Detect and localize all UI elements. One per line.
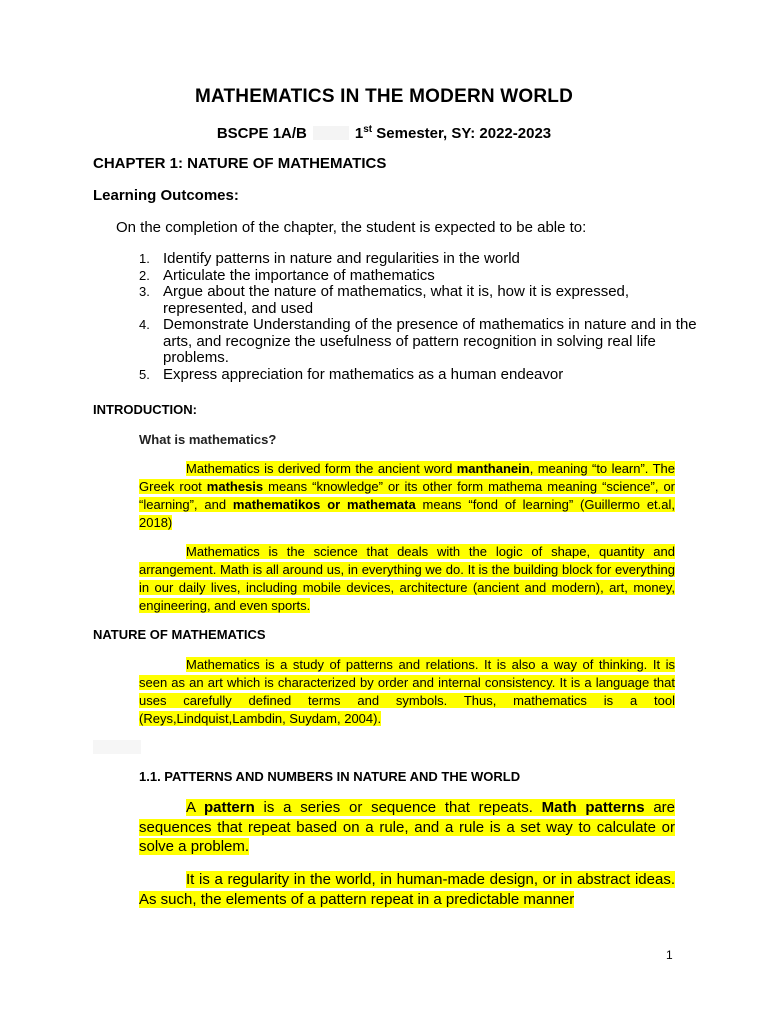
list-item xyxy=(137,367,697,384)
list-item-number: 3. xyxy=(139,284,150,299)
semester-text: Semester, SY: 2022-2023 xyxy=(372,125,552,142)
semester-number: 1 xyxy=(354,125,364,142)
redacted-block xyxy=(313,126,349,140)
section-1-1-heading: 1.1. PATTERNS AND NUMBERS IN NATURE AND THE WORLD xyxy=(139,769,521,784)
learning-outcomes-heading: Learning Outcomes: xyxy=(93,187,239,204)
pattern-paragraph-2 xyxy=(139,870,675,909)
document-title: MATHEMATICS IN THE MODERN WORLD xyxy=(194,86,574,107)
list-item-text: Demonstrate Understanding of the presence of mathematics in nature and in the arts, and recognize the usefulness of pattern recognition in solving real life problems. xyxy=(163,316,697,366)
list-item xyxy=(137,268,697,285)
text-run: It is a regularity in the world, in human-made design, or in abstract ideas. As such, the elements of a pattern repeat in a predictable manner xyxy=(139,871,675,908)
term-math-patterns: Math patterns xyxy=(541,799,645,816)
learning-outcomes-intro: On the completion of the chapter, the student is expected to be able to: xyxy=(116,219,587,236)
text-run: is a series or sequence that repeats. xyxy=(254,799,542,816)
semester-suffix: st xyxy=(363,124,373,135)
list-item xyxy=(137,251,697,268)
list-item-text: Argue about the nature of mathematics, what it is, how it is expressed, represented, and used xyxy=(163,283,630,317)
text-run: Mathematics is a study of patterns and relations. It is also a way of thinking. It is seen as an art which is characterized by order and internal consistency. It is a language that uses carefully defined terms and symbols. Thus, mathematics is a tool (Reys,Lindquist,Lambdin, Suydam, 2004). xyxy=(139,657,675,726)
list-item-text: Identify patterns in nature and regularities in the world xyxy=(163,250,520,267)
nature-paragraph xyxy=(139,656,675,728)
list-item-number: 5. xyxy=(139,366,150,382)
course-code: BSCPE 1A/B xyxy=(216,125,307,142)
text-run: means “fond of learning” (Guillermo et.al, 2018) xyxy=(139,497,675,530)
page-number: 1 xyxy=(666,948,673,962)
introduction-heading: INTRODUCTION: xyxy=(93,402,197,417)
list-item-number: 2. xyxy=(139,267,150,283)
list-item-text: Express appreciation for mathematics as a human endeavor xyxy=(163,365,564,383)
text-run: , meaning “to learn”. The Greek root xyxy=(139,461,675,494)
what-is-math-subheading: What is mathematics? xyxy=(139,432,277,447)
text-run: A xyxy=(186,799,204,816)
text-run: are sequences that repeat based on a rule, and a rule is a set way to calculate or solve a problem. xyxy=(139,799,675,855)
term-mathesis: mathesis xyxy=(206,479,264,494)
faint-block xyxy=(93,740,141,754)
term-pattern: pattern xyxy=(203,799,255,816)
pattern-paragraph-1 xyxy=(139,798,675,857)
intro-paragraph-1 xyxy=(139,460,675,532)
text-run: Mathematics is derived form the ancient word xyxy=(186,461,457,476)
text-run: Mathematics is the science that deals with the logic of shape, quantity and arrangement. Math is all around us, in everything we do. It is the building block for everything in our daily lives, including mobile devices, architecture (ancient and modern), art, money, engineering, and even sports. xyxy=(139,544,675,613)
learning-outcomes-list xyxy=(137,251,697,383)
list-item-number: 4. xyxy=(139,317,150,332)
nature-heading: NATURE OF MATHEMATICS xyxy=(93,627,266,642)
term-manthanein: manthanein xyxy=(456,461,530,476)
intro-paragraph-2 xyxy=(139,543,675,615)
list-item-text: Articulate the importance of mathematics xyxy=(163,266,435,284)
text-run: means “knowledge” or its other form mathema meaning “science”, or “learning”, and xyxy=(139,479,675,512)
list-item xyxy=(137,317,697,367)
list-item-number: 1. xyxy=(139,251,150,266)
course-subtitle xyxy=(0,124,768,142)
list-item xyxy=(137,284,697,317)
term-mathematikos: mathematikos or mathemata xyxy=(232,497,416,512)
chapter-heading: CHAPTER 1: NATURE OF MATHEMATICS xyxy=(93,155,387,172)
